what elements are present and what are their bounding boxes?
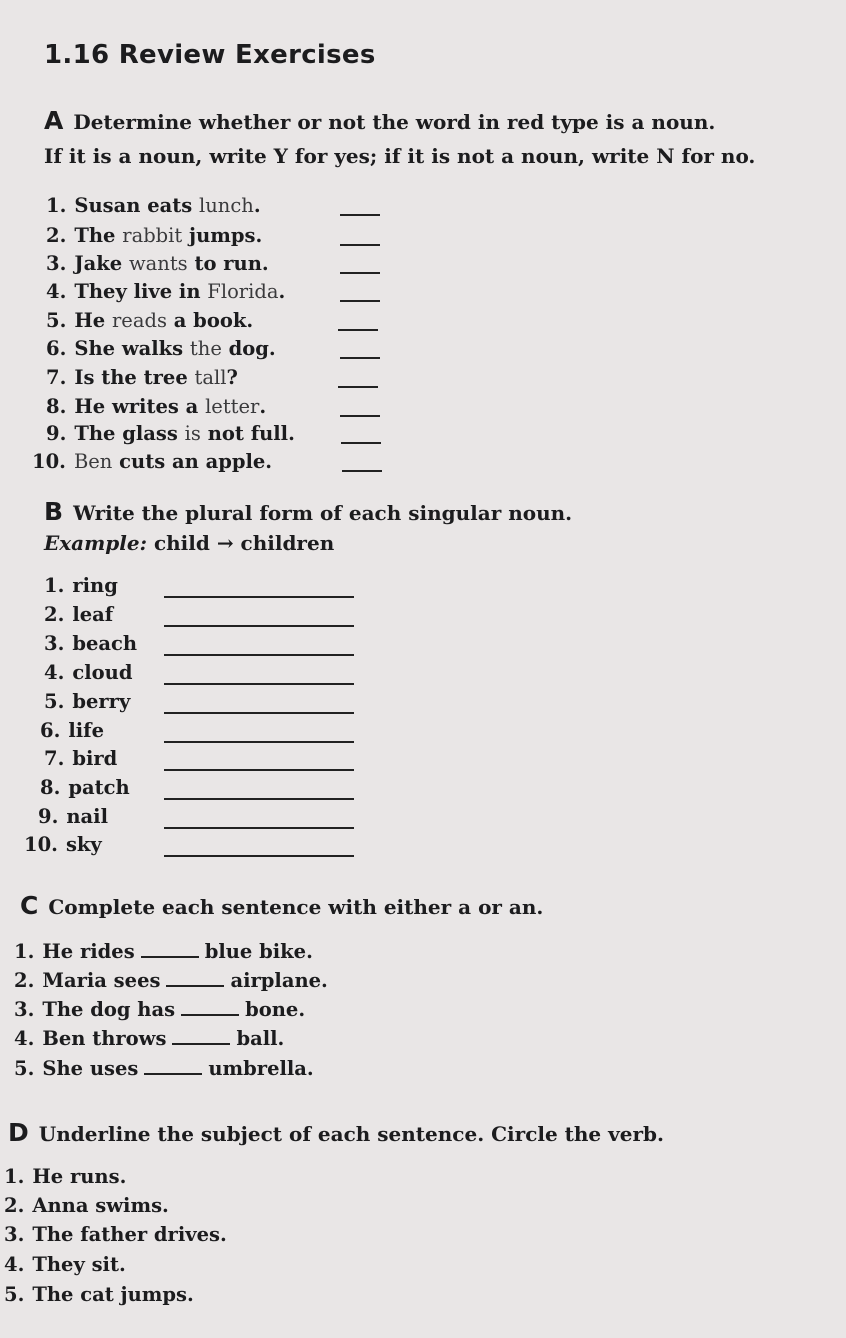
noun-item: [46, 252, 269, 275]
singular-noun: bird: [72, 747, 118, 770]
article-item: [14, 1057, 314, 1080]
noun-item: [46, 366, 238, 389]
noun-item: [46, 224, 262, 247]
answer-blank[interactable]: [181, 1014, 239, 1016]
sentence-end: .: [259, 395, 267, 418]
sentence-start: They live in: [74, 280, 208, 303]
answer-blank[interactable]: [164, 712, 354, 714]
example-text: child → children: [153, 531, 335, 555]
sentence-item: [4, 1165, 126, 1188]
item-number: 3.: [46, 252, 67, 275]
item-number: 1.: [14, 940, 35, 963]
target-word: rabbit: [122, 224, 183, 247]
item-number: 5.: [14, 1057, 35, 1080]
answer-blank[interactable]: [164, 654, 354, 656]
section-a-line1: Determine whether or not the word in red type is a noun.: [73, 110, 716, 134]
singular-noun: sky: [65, 833, 102, 856]
item-number: 9.: [46, 422, 67, 445]
answer-blank[interactable]: [340, 244, 380, 246]
sentence-end: not full.: [200, 422, 295, 445]
answer-blank[interactable]: [164, 596, 354, 598]
singular-noun: leaf: [72, 603, 114, 626]
sentence-end: a book.: [166, 309, 254, 332]
noun-item: [46, 280, 285, 303]
singular-noun: life: [68, 719, 104, 742]
section-c-letter: C: [20, 891, 39, 920]
item-number: 8.: [40, 776, 61, 799]
plural-item: [44, 690, 130, 713]
answer-blank[interactable]: [164, 683, 354, 685]
answer-blank[interactable]: [342, 470, 382, 472]
section-b-example: [44, 531, 334, 555]
section-b-instruction: [44, 497, 572, 528]
sentence-text[interactable]: They sit.: [32, 1253, 126, 1276]
item-number: 6.: [46, 337, 67, 360]
noun-item: [46, 422, 295, 445]
section-d-instruction-text: Underline the subject of each sentence. Circle the verb.: [38, 1122, 664, 1146]
sentence-start: Susan eats: [74, 194, 200, 217]
section-d-instruction: [8, 1118, 664, 1149]
item-number: 7.: [46, 366, 67, 389]
target-word: Ben: [73, 450, 113, 473]
target-word: lunch: [199, 194, 254, 217]
singular-noun: patch: [68, 776, 130, 799]
sentence-text[interactable]: He runs.: [32, 1165, 127, 1188]
sentence-start: The: [74, 224, 123, 247]
sentence-start: Ben throws: [42, 1027, 167, 1050]
plural-item: [44, 661, 132, 684]
item-number: 5.: [4, 1283, 25, 1306]
plural-item: [44, 632, 137, 655]
sentence-item: [4, 1223, 227, 1246]
target-word: tall: [194, 366, 227, 389]
item-number: 3.: [44, 632, 65, 655]
answer-blank[interactable]: [172, 1043, 230, 1045]
noun-item: [32, 450, 272, 473]
answer-blank[interactable]: [164, 741, 354, 743]
example-label: Example:: [44, 531, 147, 555]
singular-noun: nail: [66, 805, 108, 828]
sentence-start: She walks: [74, 337, 190, 360]
section-a-letter: A: [44, 106, 64, 135]
sentence-end: ball.: [236, 1027, 285, 1050]
item-number: 9.: [38, 805, 59, 828]
sentence-end: umbrella.: [208, 1057, 314, 1080]
answer-blank[interactable]: [164, 827, 354, 829]
answer-blank[interactable]: [340, 415, 380, 417]
item-number: 8.: [46, 395, 67, 418]
item-number: 2.: [14, 969, 35, 992]
sentence-start: He writes a: [74, 395, 206, 418]
item-number: 2.: [4, 1194, 25, 1217]
item-number: 4.: [44, 661, 65, 684]
target-word: wants: [128, 252, 188, 275]
singular-noun: cloud: [72, 661, 133, 684]
answer-blank[interactable]: [144, 1073, 202, 1075]
item-number: 5.: [46, 309, 67, 332]
plural-item: [38, 805, 108, 828]
item-number: 10.: [24, 833, 58, 856]
target-word: is: [184, 422, 201, 445]
target-word: Florida: [207, 280, 279, 303]
item-number: 1.: [4, 1165, 25, 1188]
answer-blank[interactable]: [166, 985, 224, 987]
sentence-start: The dog has: [42, 998, 176, 1021]
singular-noun: berry: [72, 690, 131, 713]
answer-blank[interactable]: [340, 214, 380, 216]
sentence-text[interactable]: The cat jumps.: [32, 1283, 194, 1306]
section-d-letter: D: [8, 1118, 29, 1147]
section-b-letter: B: [44, 497, 64, 526]
sentence-end: blue bike.: [204, 940, 313, 963]
article-item: [14, 998, 305, 1021]
article-item: [14, 1027, 284, 1050]
answer-blank[interactable]: [340, 300, 380, 302]
sentence-end: ?: [226, 366, 238, 389]
answer-blank[interactable]: [164, 798, 354, 800]
answer-blank[interactable]: [340, 272, 380, 274]
target-word: letter: [205, 395, 260, 418]
sentence-start: He rides: [42, 940, 135, 963]
answer-blank[interactable]: [341, 442, 381, 444]
section-a-instruction: [44, 106, 715, 137]
answer-blank[interactable]: [338, 329, 378, 331]
sentence-text[interactable]: The father drives.: [32, 1223, 227, 1246]
item-number: 1.: [46, 194, 67, 217]
target-word: the: [189, 337, 222, 360]
page-title: 1.16 Review Exercises: [44, 40, 376, 70]
sentence-text[interactable]: Anna swims.: [32, 1194, 169, 1217]
sentence-start: Maria sees: [42, 969, 161, 992]
plural-item: [44, 574, 118, 597]
sentence-item: [4, 1283, 194, 1306]
sentence-item: [4, 1194, 169, 1217]
answer-blank[interactable]: [164, 855, 354, 857]
sentence-end: jumps.: [182, 224, 263, 247]
section-b-instruction-text: Write the plural form of each singular noun.: [73, 501, 573, 525]
sentence-start: He: [74, 309, 112, 332]
item-number: 6.: [40, 719, 61, 742]
item-number: 4.: [4, 1253, 25, 1276]
plural-item: [40, 776, 130, 799]
item-number: 1.: [44, 574, 65, 597]
item-number: 7.: [44, 747, 65, 770]
sentence-end: dog.: [221, 337, 276, 360]
sentence-start: Is the tree: [74, 366, 195, 389]
sentence-end: bone.: [245, 998, 306, 1021]
section-a-line2: If it is a noun, write Y for yes; if it is not a noun, write N for no.: [44, 144, 756, 168]
singular-noun: beach: [72, 632, 138, 655]
sentence-start: Jake: [74, 252, 129, 275]
section-c-instruction: [20, 891, 543, 922]
answer-blank[interactable]: [164, 769, 354, 771]
sentence-end: airplane.: [230, 969, 328, 992]
item-number: 3.: [14, 998, 35, 1021]
sentence-end: .: [278, 280, 286, 303]
article-item: [14, 969, 328, 992]
sentence-end: cuts an apple.: [112, 450, 273, 473]
sentence-end: to run.: [187, 252, 269, 275]
item-number: 2.: [44, 603, 65, 626]
plural-item: [44, 603, 113, 626]
item-number: 2.: [46, 224, 67, 247]
noun-item: [46, 337, 276, 360]
item-number: 10.: [32, 450, 66, 473]
plural-item: [44, 747, 117, 770]
section-c-instruction-text: Complete each sentence with either a or an.: [48, 895, 544, 919]
sentence-end: .: [253, 194, 261, 217]
item-number: 4.: [14, 1027, 35, 1050]
item-number: 5.: [44, 690, 65, 713]
noun-item: [46, 309, 253, 332]
article-item: [14, 940, 313, 963]
sentence-start: The glass: [74, 422, 185, 445]
answer-blank[interactable]: [141, 956, 199, 958]
answer-blank[interactable]: [338, 386, 378, 388]
target-word: reads: [111, 309, 167, 332]
plural-item: [24, 833, 102, 856]
answer-blank[interactable]: [164, 625, 354, 627]
sentence-item: [4, 1253, 126, 1276]
plural-item: [40, 719, 104, 742]
singular-noun: ring: [72, 574, 118, 597]
item-number: 3.: [4, 1223, 25, 1246]
noun-item: [46, 194, 261, 217]
noun-item: [46, 395, 266, 418]
answer-blank[interactable]: [340, 357, 380, 359]
item-number: 4.: [46, 280, 67, 303]
sentence-start: She uses: [42, 1057, 139, 1080]
